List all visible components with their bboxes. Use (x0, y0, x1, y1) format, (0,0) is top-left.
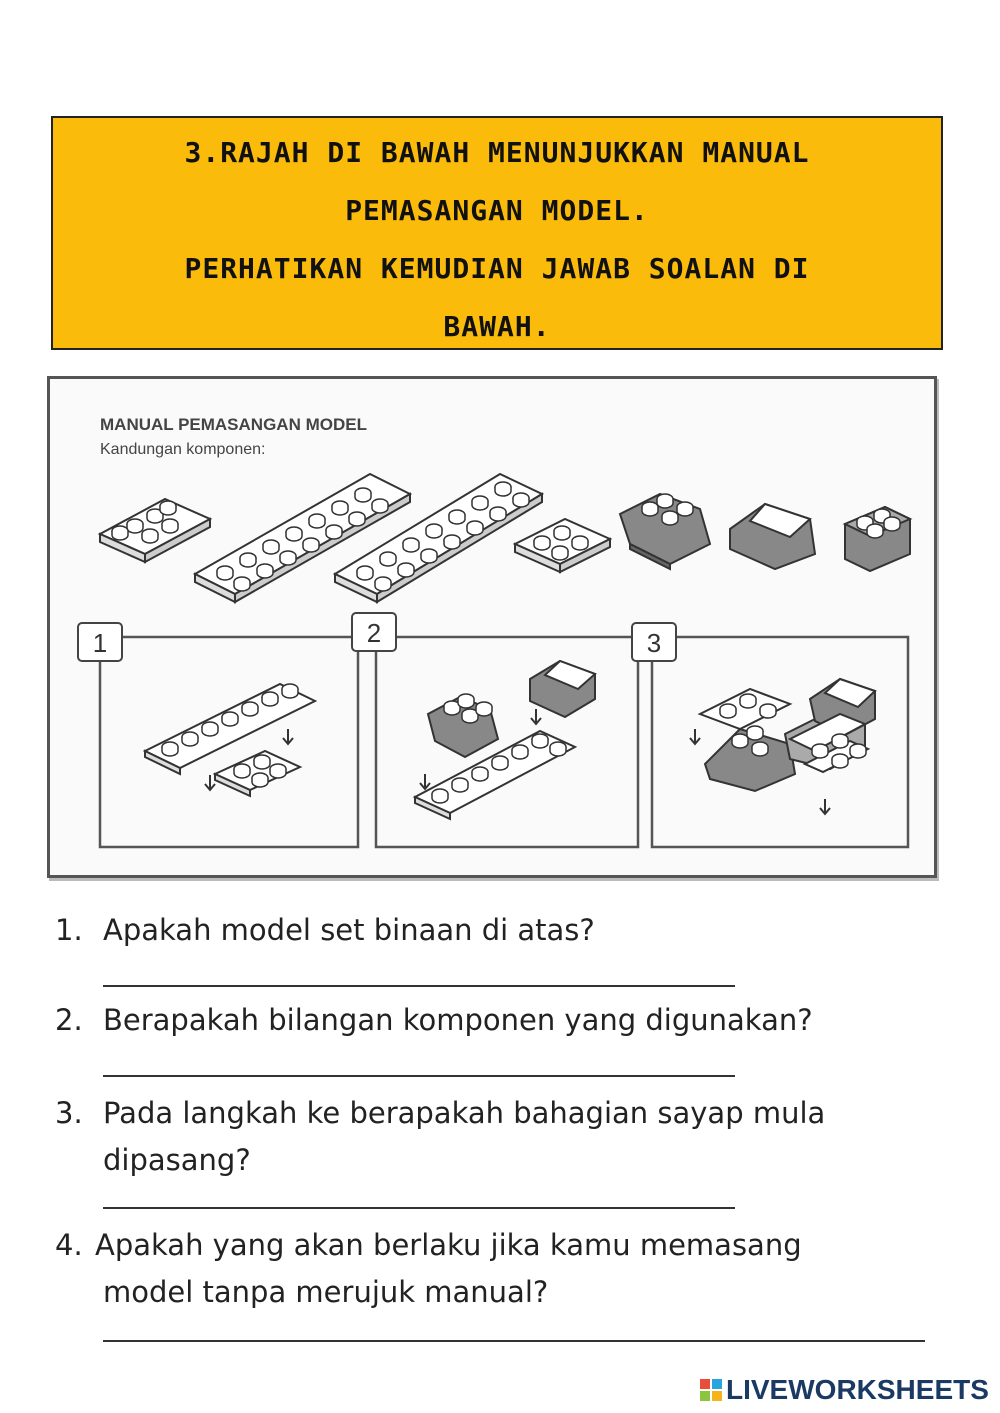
answer-line-1[interactable] (103, 985, 735, 987)
banner-line-2: PEMASANGAN MODEL. (345, 194, 649, 227)
step-badge-2 (352, 613, 396, 651)
question-text: Berapakah bilangan komponen yang digunakan? (103, 1003, 813, 1037)
answer-line-2[interactable] (103, 1075, 735, 1077)
svg-text:3: 3 (646, 628, 662, 658)
question-text: Apakah yang akan berlaku jika kamu memasang (95, 1228, 802, 1262)
banner-line-4: BAWAH. (443, 310, 551, 343)
step-3-illustration (690, 679, 875, 814)
component-slope-brick-1 (620, 494, 710, 569)
step-1-illustration (145, 684, 315, 796)
step-badge-3 (632, 623, 676, 661)
component-plate-small (100, 499, 210, 562)
question-number: 3. (55, 1096, 83, 1130)
banner-line-1: 3.RAJAH DI BAWAH MENUNJUKKAN MANUAL (184, 136, 810, 169)
liveworksheets-icon (700, 1379, 722, 1401)
question-3 (55, 1090, 825, 1184)
step-2-illustration (415, 661, 595, 819)
manual-title: MANUAL PEMASANGAN MODEL (100, 415, 367, 434)
question-2 (55, 1003, 813, 1037)
question-text-cont: dipasang? (103, 1143, 251, 1177)
liveworksheets-logo[interactable] (700, 1374, 989, 1406)
answer-line-3[interactable] (103, 1207, 735, 1209)
question-4 (55, 1222, 802, 1316)
component-slope-brick-2 (730, 504, 815, 569)
question-number: 1. (55, 913, 83, 947)
step-badge-1 (78, 623, 122, 661)
component-brick-small (845, 507, 910, 571)
assembly-manual-figure (47, 376, 937, 878)
banner-line-3: PERHATIKAN KEMUDIAN JAWAB SOALAN DI (184, 252, 810, 285)
question-1 (55, 913, 595, 947)
manual-subtitle: Kandungan komponen: (100, 441, 266, 458)
answer-line-4[interactable] (103, 1340, 925, 1342)
svg-text:1: 1 (92, 628, 108, 658)
question-number: 2. (55, 1003, 83, 1037)
question-text-cont: model tanpa merujuk manual? (103, 1275, 549, 1309)
instruction-banner (51, 116, 943, 350)
question-number: 4. (55, 1228, 83, 1262)
component-plate-small-2 (515, 519, 610, 572)
brand-text: LIVEWORKSHEETS (726, 1374, 989, 1405)
svg-text:2: 2 (366, 618, 382, 648)
question-text: Apakah model set binaan di atas? (103, 913, 595, 947)
question-text: Pada langkah ke berapakah bahagian sayap mula (103, 1096, 826, 1130)
step-frame-2 (376, 637, 638, 847)
